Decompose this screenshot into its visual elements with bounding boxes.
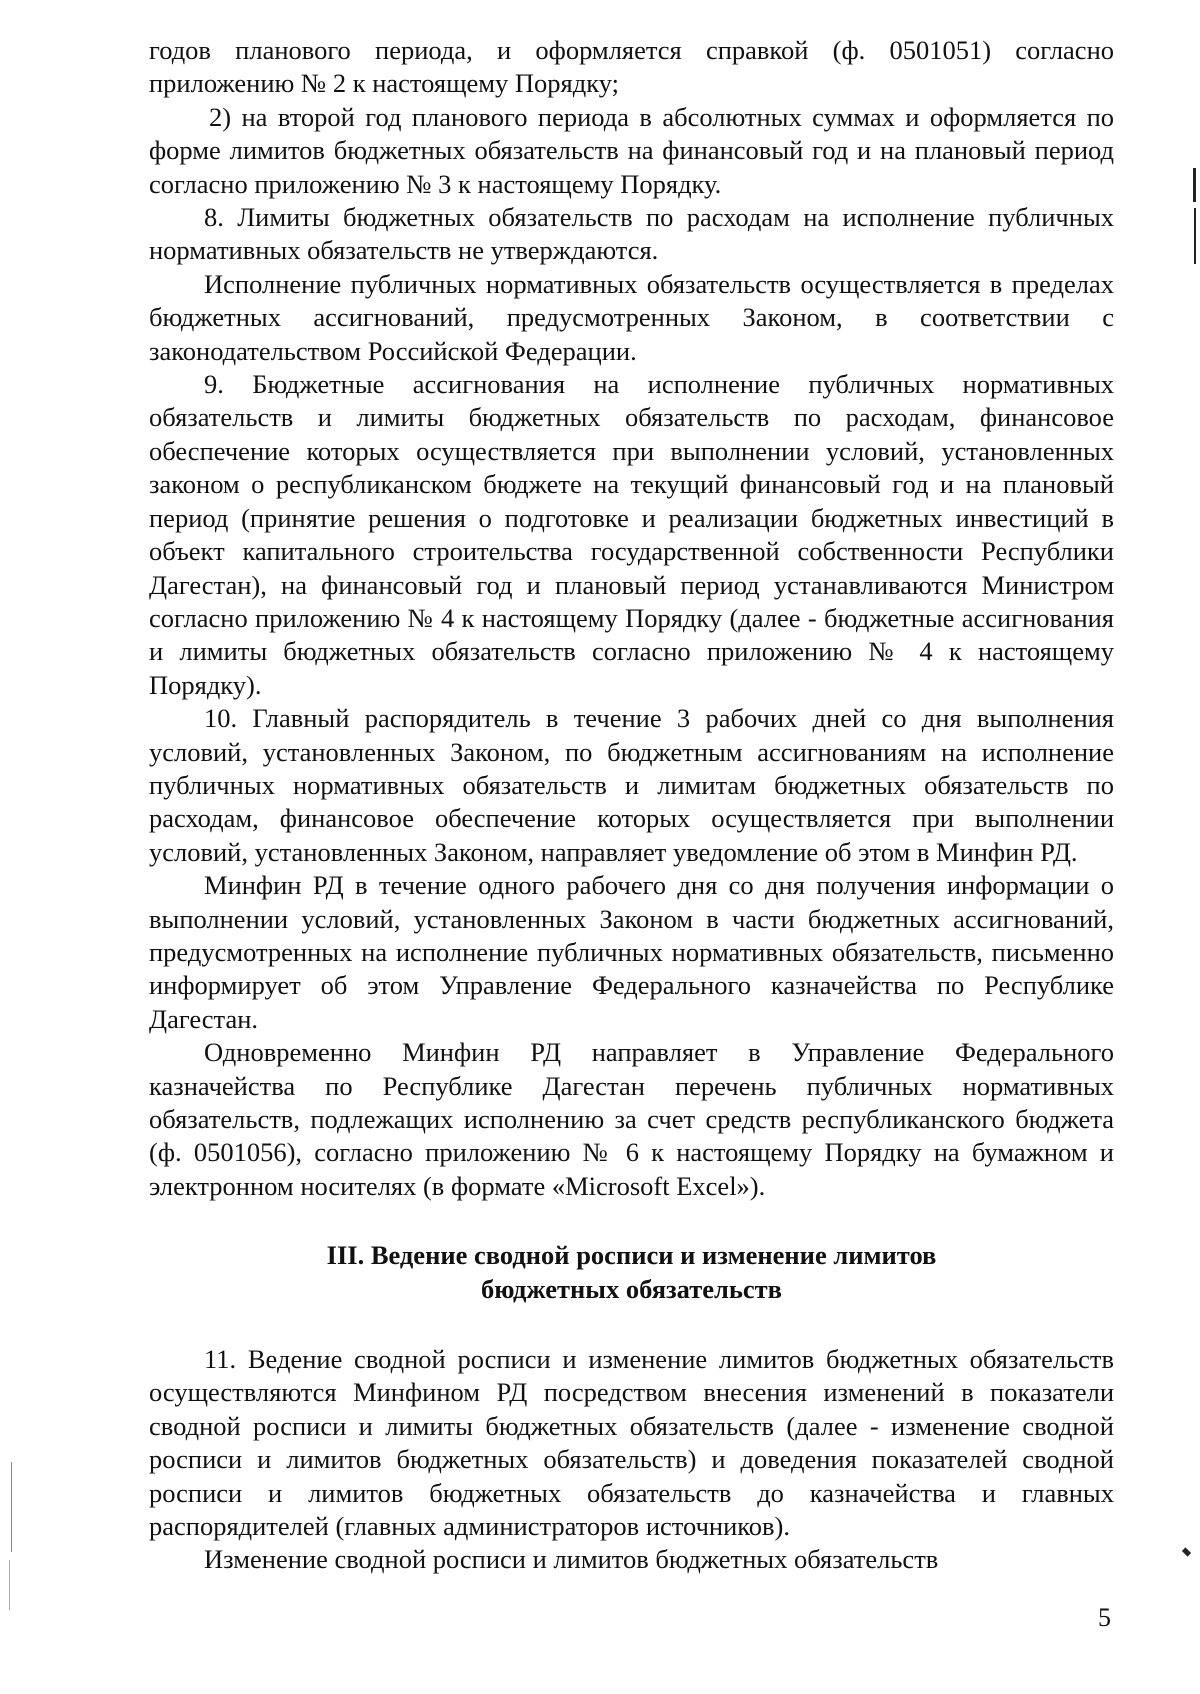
section-heading-line-2: бюджетных обязательств [480, 1273, 782, 1304]
scan-artifact-mark [1194, 208, 1196, 264]
scan-artifact-mark [11, 1462, 12, 1552]
section-heading-line-1: III. Ведение сводной росписи и изменение лимитов [326, 1240, 937, 1271]
paragraph-item-8: 8. Лимиты бюджетных обязательств по расходам на исполнение публичных нормативных обязательств не утверждаются. [149, 202, 1114, 266]
section-heading [149, 1239, 1114, 1306]
paragraph-change-registry: Изменение сводной росписи и лимитов бюджетных обязательств [204, 1544, 939, 1575]
paragraph-item-10: 10. Главный распорядитель в течение 3 рабочих дней со дня выполнения условий, установленных Законом, по бюджетным ассигнованиям на исполнение публичных нормативных обязательств и лимитам бюджетных обязательств по расходам, финансовое обеспечение которых осуществляется при выполнении условий, установленных Законом, направляет уведомление об этом в Минфин РД. [149, 703, 1114, 867]
paragraph-continuation: годов планового периода, и оформляется справкой (ф. 0501051) согласно приложению № 2 к настоящему Порядку; [149, 35, 1114, 99]
paragraph-minfin-sends-list: Одновременно Минфин РД направляет в Управление Федерального казначейства по Республике Дагестан перечень публичных нормативных обязательств, подлежащих исполнению за счет средств республиканского бюджета (ф. 0501056), согласно приложению № 6 к настоящему Порядку на бумажном и электронном носителях (в формате «Microsoft Excel»). [149, 1037, 1114, 1201]
scan-artifact-mark [1182, 1547, 1191, 1556]
paragraph-item-9: 9. Бюджетные ассигнования на исполнение публичных нормативных обязательств и лимиты бюджетных обязательств по расходам, финансовое обеспечение которых осуществляется при выполнении условий, установленных законом о республиканском бюджете на текущий финансовый год и на плановый период (принятие решения о подготовке и реализации бюджетных инвестиций в объект капитального строительства государственной собственности Республики Дагестан), на финансовый год и плановый период устанавливаются Министром согласно приложению № 4 к настоящему Порядку (далее - бюджетные ассигнования и лимиты бюджетных обязательств согласно приложению № 4 к настоящему Порядку). [149, 369, 1114, 700]
scan-artifact-mark [9, 1560, 10, 1610]
paragraph-public-obligations: Исполнение публичных нормативных обязательств осуществляется в пределах бюджетных ассигнований, предусмотренных Законом, в соответствии с законодательством Российской Федерации. [149, 268, 1114, 366]
document-body [149, 34, 1114, 1577]
paragraph-item-11: 11. Ведение сводной росписи и изменение лимитов бюджетных обязательств осуществляются Минфином РД посредством внесения изменений в показатели сводной росписи и лимиты бюджетных обязательств (далее - изменение сводной росписи и лимитов бюджетных обязательств) и доведения показателей сводной росписи и лимитов бюджетных обязательств до казначейства и главных распорядителей (главных администраторов источников). [149, 1344, 1114, 1542]
paragraph-minfin-informs: Минфин РД в течение одного рабочего дня со дня получения информации о выполнении условий, установленных Законом в части бюджетных ассигнований, предусмотренных на исполнение публичных нормативных обязательств, письменно информирует об этом Управление Федерального казначейства по Республике Дагестан. [149, 870, 1114, 1034]
scan-artifact-mark [1193, 168, 1196, 202]
page-number: 5 [1098, 1603, 1111, 1632]
paragraph-item-2: 2) на второй год планового периода в абсолютных суммах и оформляется по форме лимитов бюджетных обязательств на финансовый год и на плановый период согласно приложению № 3 к настоящему Порядку. [149, 101, 1114, 199]
